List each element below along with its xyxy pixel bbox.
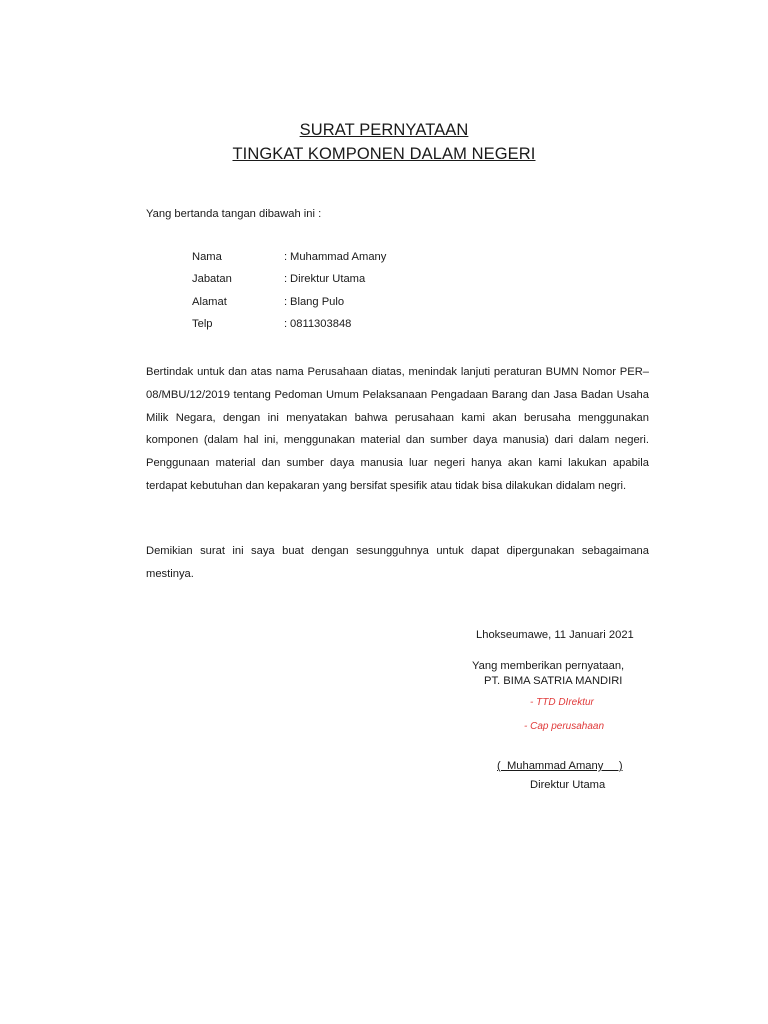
document-subtitle: TINGKAT KOMPONEN DALAM NEGERI bbox=[232, 145, 536, 163]
identity-colon: : bbox=[284, 273, 288, 286]
identity-value: Blang Pulo bbox=[290, 295, 345, 308]
identity-colon: : bbox=[284, 295, 288, 308]
identity-row-telp bbox=[192, 318, 386, 340]
identity-value: Muhammad Amany bbox=[290, 251, 387, 263]
document-title: SURAT PERNYATAAN bbox=[299, 121, 469, 139]
identity-colon: : bbox=[284, 251, 288, 263]
identity-value: 0811303848 bbox=[290, 317, 352, 330]
statement-paragraph: Bertindak untuk dan atas nama Perusahaan diatas, menindak lanjuti peraturan BUMN Nomor PER–08/MBU/12/2019 tentang Pedoman Umum Pelaksanaan Pengadaan Barang dan Jasa Badan Usaha Milik Negara, dengan ini menyatakan bahwa perusahaan kami akan berusaha menggunakan komponen (dalam hal ini, menggunakan material dan sumber daya manusia) dari dalam negeri. Penggunaan material dan sumber daya manusia luar negeri hanya akan kami lakukan apabila terdapat kebutuhan dan kepakaran yang bersifat spesifik atau tidak bisa dilakukan didalam negri. bbox=[146, 366, 649, 492]
identity-label: Telp bbox=[192, 317, 213, 330]
signer-title: Direktur Utama bbox=[530, 779, 606, 791]
closing-paragraph: Demikian surat ini saya buat dengan sesungguhnya untuk dapat dipergunakan sebagaimana mestinya. bbox=[146, 545, 649, 580]
stamp-note: - Cap perusahaan bbox=[524, 721, 605, 732]
identity-row-alamat bbox=[192, 296, 386, 318]
identity-label: Nama bbox=[192, 251, 222, 263]
identity-row-nama bbox=[192, 251, 386, 273]
identity-row-jabatan bbox=[192, 273, 386, 295]
signer-name: ( Muhammad Amany ) bbox=[497, 760, 623, 772]
identity-label: Alamat bbox=[192, 295, 227, 308]
identity-colon: : bbox=[284, 317, 288, 330]
intro-text: Yang bertanda tangan dibawah ini : bbox=[146, 208, 322, 220]
company-name: PT. BIMA SATRIA MANDIRI bbox=[484, 675, 623, 687]
identity-label: Jabatan bbox=[192, 273, 232, 286]
place-date: Lhokseumawe, 11 Januari 2021 bbox=[476, 629, 634, 641]
identity-value: Direktur Utama bbox=[290, 273, 366, 286]
identity-block bbox=[192, 251, 386, 340]
signature-note: - TTD DIrektur bbox=[530, 697, 594, 708]
giver-text: Yang memberikan pernyataan, bbox=[472, 660, 625, 672]
